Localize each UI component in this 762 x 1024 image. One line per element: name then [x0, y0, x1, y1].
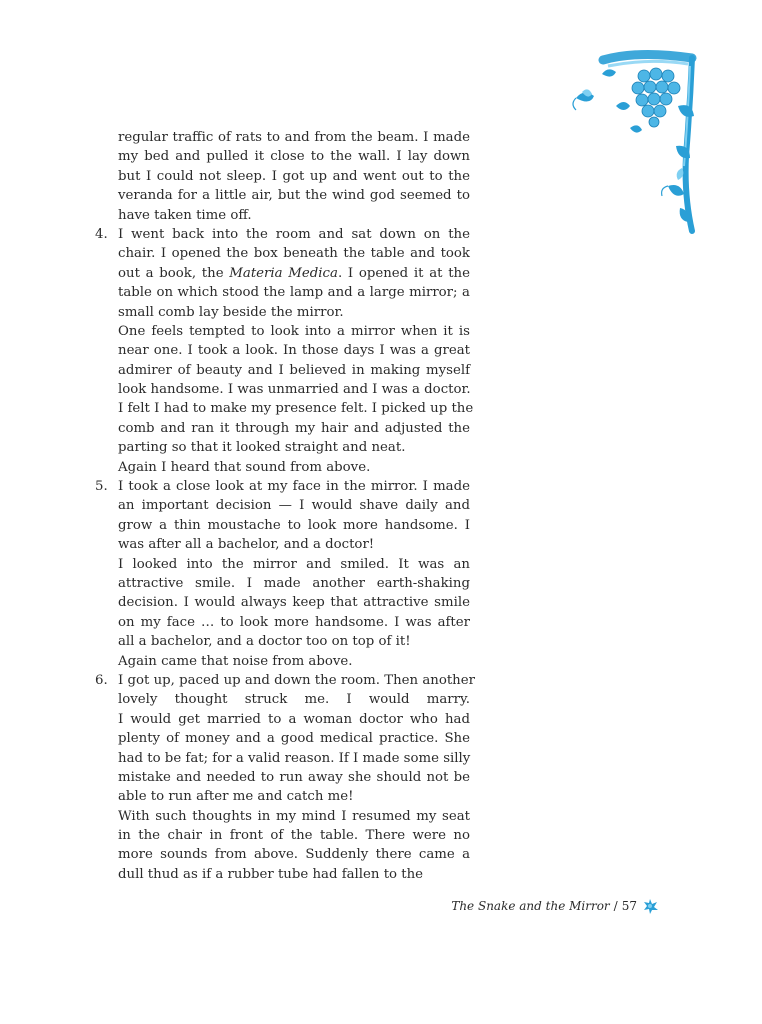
text-line — [92, 419, 470, 438]
line-text: With such thoughts in my mind I resumed my seat — [118, 808, 470, 824]
line-text: decision. I would always keep that attractive smile — [118, 595, 470, 611]
line-text: in the chair in front of the table. There were no — [118, 828, 470, 844]
blue-flower-icon — [642, 898, 658, 914]
line-text: admirer of beauty and I believed in making myself — [118, 362, 470, 378]
line-text: on my face … to look more handsome. I was after — [118, 614, 470, 630]
text-line — [92, 361, 470, 380]
line-text: look handsome. I was unmarried and I was a doctor. — [118, 382, 471, 398]
line-text: plenty of money and a good medical practice. She — [118, 731, 470, 747]
text-line — [92, 438, 470, 457]
text-line — [92, 749, 470, 768]
line-text: I went back into the room and sat down on the — [118, 226, 470, 242]
text-line — [92, 555, 470, 574]
line-text: attractive smile. I made another earth-shaking — [118, 575, 470, 591]
line-text: small comb lay beside the mirror. — [118, 304, 344, 320]
line-text: was after all a bachelor, and a doctor! — [118, 537, 375, 553]
text-line — [92, 264, 470, 283]
line-text: have taken time off. — [118, 207, 252, 223]
text-line — [92, 206, 470, 225]
line-text: able to run after me and catch me! — [118, 789, 354, 805]
text-line — [92, 167, 470, 186]
text-line — [92, 865, 470, 884]
text-fragment: out a book, the — [118, 265, 230, 281]
text-line — [92, 729, 470, 748]
book-title-italic: Materia Medica — [229, 265, 338, 281]
line-text: comb and ran it through my hair and adjusted the — [118, 420, 470, 436]
text-line — [92, 690, 470, 709]
text-line — [92, 341, 470, 360]
text-line — [92, 593, 470, 612]
line-text: I felt I had to make my presence felt. I picked up the — [118, 401, 474, 417]
text-line — [92, 768, 470, 787]
text-line — [92, 458, 470, 477]
line-text: One feels tempted to look into a mirror when it is — [118, 323, 470, 339]
line-text: had to be fat; for a valid reason. If I made some silly — [118, 750, 471, 766]
text-line — [92, 244, 470, 263]
text-line — [92, 322, 470, 341]
text-line — [92, 225, 470, 244]
text-line — [92, 845, 470, 864]
text-line — [92, 671, 475, 690]
body-text — [92, 128, 475, 884]
text-line — [92, 613, 470, 632]
line-text: I got up, paced up and down the room. Then another — [118, 672, 475, 688]
text-line — [92, 710, 470, 729]
line-text: Again came that noise from above. — [118, 653, 353, 669]
line-text: near one. I took a look. In those days I was a great — [118, 343, 470, 359]
line-text: more sounds from above. Suddenly there came a — [118, 847, 470, 863]
paragraph-number: 4. — [95, 226, 108, 242]
page-footer — [420, 896, 658, 916]
line-text: but I could not sleep. I got up and went out to the — [118, 168, 470, 184]
text-line — [92, 574, 470, 593]
text-line — [92, 516, 470, 535]
line-text: I looked into the mirror and smiled. It was an — [118, 556, 470, 572]
line-text: mistake and needed to run away she should not be — [118, 769, 470, 785]
line-text: I would get married to a woman doctor who had — [118, 711, 470, 727]
text-fragment: . I opened it at the — [337, 265, 470, 281]
text-line — [92, 380, 470, 399]
text-line — [92, 496, 470, 515]
text-line — [92, 787, 470, 806]
text-line — [92, 399, 474, 418]
line-text: an important decision — I would shave daily and — [118, 498, 470, 514]
text-line — [92, 128, 470, 147]
line-text: veranda for a little air, but the wind god seemed to — [118, 188, 470, 204]
text-line — [92, 535, 470, 554]
line-text: chair. I opened the box beneath the table and took — [118, 246, 470, 262]
line-text: dull thud as if a rubber tube had fallen to the — [118, 866, 424, 882]
line-text: table on which stood the lamp and a large mirror; a — [118, 285, 470, 301]
text-line — [92, 186, 470, 205]
text-line — [92, 652, 470, 671]
line-text: grow a thin moustache to look more handsome. I — [118, 517, 470, 533]
line-text: parting so that it looked straight and neat. — [118, 440, 406, 456]
line-text: regular traffic of rats to and from the beam. I made — [118, 130, 470, 145]
paragraph-number: 6. — [95, 672, 108, 688]
line-text: lovely thought struck me. I would marry. — [118, 692, 470, 708]
text-line — [92, 303, 470, 322]
line-text: my bed and pulled it close to the wall. I lay down — [118, 149, 470, 165]
text-line — [92, 283, 470, 302]
book-title: The Snake and the Mirror — [451, 899, 610, 913]
line-text: Again I heard that sound from above. — [118, 459, 371, 475]
text-line — [92, 807, 470, 826]
footer-separator: / — [613, 899, 618, 913]
line-text: all a bachelor, and a doctor too on top of it! — [118, 634, 411, 650]
line-text: I took a close look at my face in the mirror. I made — [118, 479, 470, 495]
text-line — [92, 477, 470, 496]
text-line — [92, 632, 470, 651]
text-line — [92, 147, 470, 166]
paragraph-number: 5. — [95, 479, 108, 495]
grape-vine-illustration-icon — [568, 46, 708, 236]
text-line — [92, 826, 470, 845]
page-number: 57 — [621, 899, 637, 913]
